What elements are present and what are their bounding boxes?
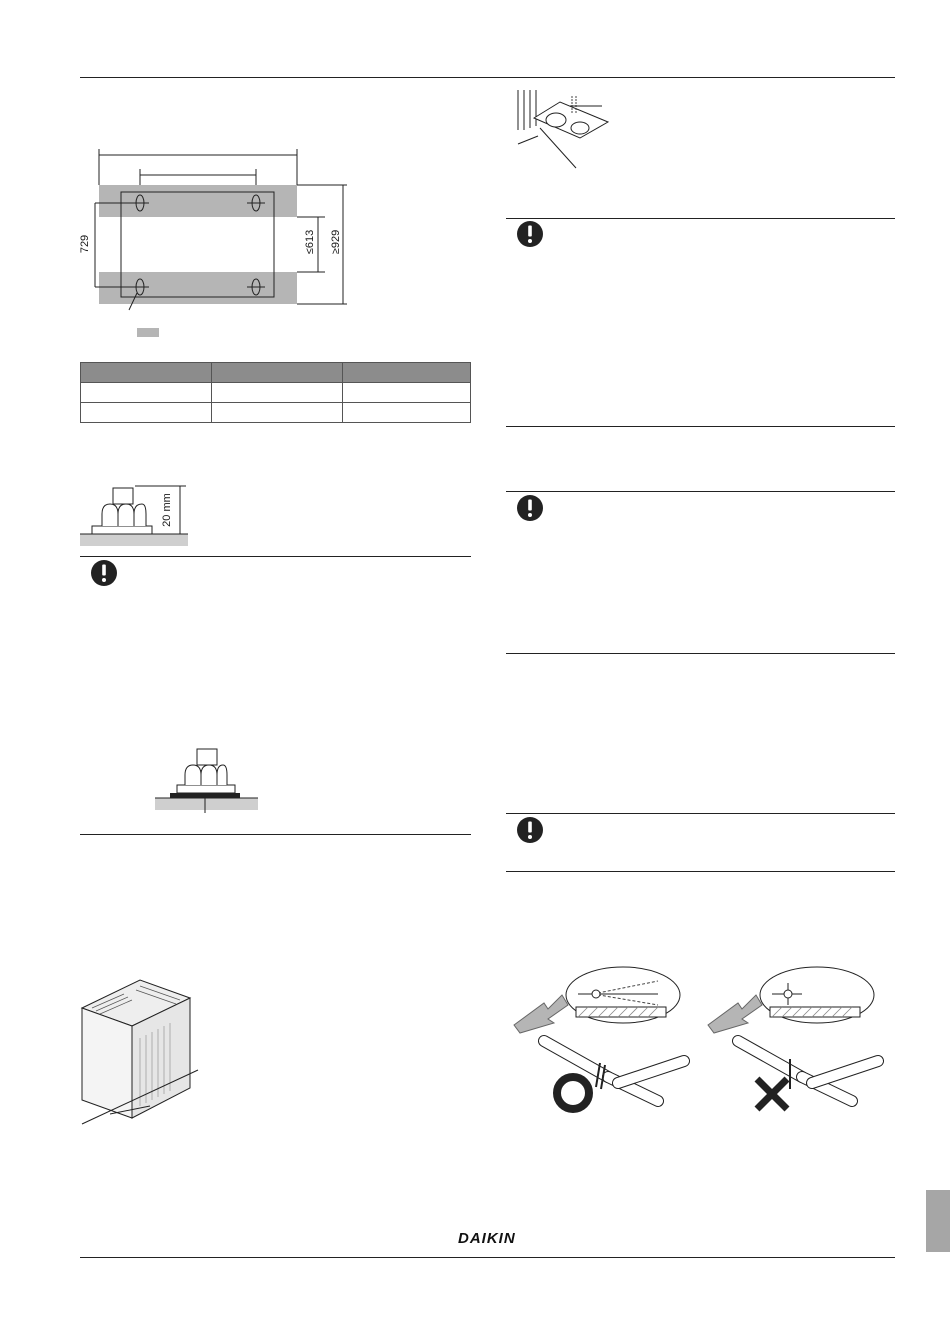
anchor-bolt-drawing: [80, 482, 190, 548]
anchor-bolt-pad-drawing: [155, 745, 260, 813]
note-rule: [506, 491, 895, 492]
circle-ok-icon: [552, 1072, 594, 1114]
exclamation-circle-icon: [515, 815, 545, 845]
header-rule: [80, 77, 895, 78]
table-cell: [81, 383, 212, 403]
table-cell: [81, 403, 212, 423]
note-rule: [80, 556, 471, 557]
table-cell: [343, 403, 471, 423]
note-rule: [506, 426, 895, 427]
exclamation-circle-icon: [89, 558, 119, 588]
dim-label-929: ≥929: [330, 229, 343, 255]
cross-icon: [752, 1074, 792, 1114]
dim-label-729: 729: [79, 234, 92, 254]
foundation-plan-drawing: [75, 145, 365, 345]
pipe-joint-wrong-drawing: [702, 965, 892, 1120]
outdoor-unit-drawing: [80, 978, 200, 1128]
table-header-cell: [212, 363, 343, 383]
note-rule: [506, 871, 895, 872]
note-rule: [506, 813, 895, 814]
table-header-cell: [81, 363, 212, 383]
table-cell: [212, 383, 343, 403]
table-row: [81, 383, 471, 403]
dim-label-613: ≤613: [304, 229, 317, 255]
dim-label-20mm: 20 mm: [160, 493, 173, 527]
brand-logo: DAIKIN: [458, 1230, 516, 1247]
table-header-cell: [343, 363, 471, 383]
note-rule: [506, 653, 895, 654]
note-rule: [506, 218, 895, 219]
exclamation-circle-icon: [515, 219, 545, 249]
table-cell: [212, 403, 343, 423]
exclamation-circle-icon: [515, 493, 545, 523]
table-header-row: [81, 363, 471, 383]
valve-detail-drawing: [510, 88, 612, 170]
side-tab: [926, 1190, 950, 1252]
table-cell: [343, 383, 471, 403]
note-rule: [80, 834, 471, 835]
spec-table: [80, 362, 471, 423]
pipe-joint-correct-drawing: [508, 965, 698, 1120]
table-row: [81, 403, 471, 423]
footer-rule: [80, 1257, 895, 1258]
